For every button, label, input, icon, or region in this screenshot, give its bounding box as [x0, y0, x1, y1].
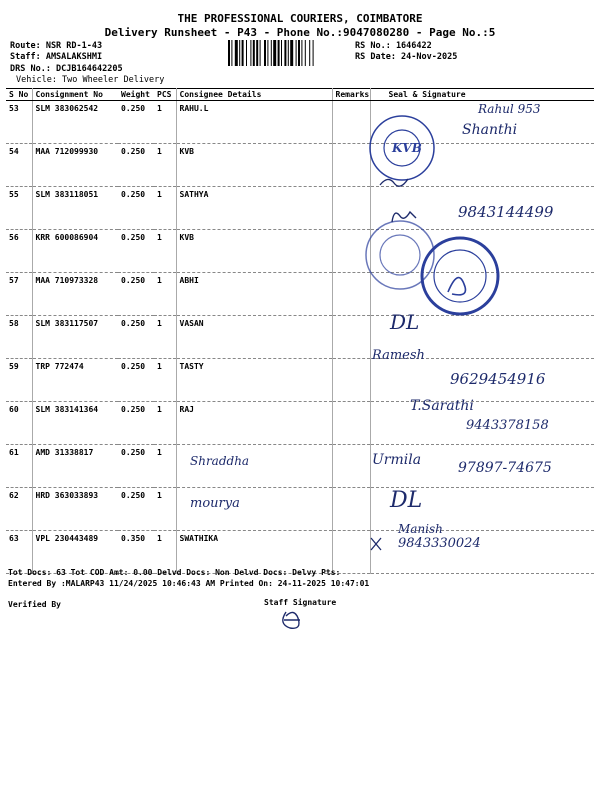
cell-remarks — [332, 273, 370, 316]
route: Route: NSR RD-1-43 — [10, 41, 103, 51]
cell-seal-signature — [370, 230, 594, 273]
cell-consignee: ABHI — [176, 273, 332, 316]
hw-60-b: 9443378158 — [466, 418, 549, 433]
table-row — [6, 230, 594, 273]
rs-number: RS No.: 1646422 — [355, 41, 432, 51]
cell-consignee: SWATHIKA — [176, 531, 332, 574]
cell-remarks — [332, 402, 370, 445]
cell-pcs: 1 — [154, 531, 176, 574]
cell-consignment: MAA 710973328 — [32, 273, 118, 316]
col-sno: S No — [6, 89, 32, 101]
cell-weight: 0.250 — [118, 359, 154, 402]
col-consignment: Consignment No — [32, 89, 118, 101]
entered-by-line: Entered By :MALARP43 11/24/2025 10:46:43 AM Printed On: 24-11-2025 10:47:01 — [8, 579, 370, 588]
cell-consignee: SATHYA — [176, 187, 332, 230]
staff: Staff: AMSALAKSHMI — [10, 52, 103, 62]
table-header — [6, 89, 594, 101]
hw-61-b: Urmila — [372, 452, 422, 468]
cell-pcs: 1 — [154, 144, 176, 187]
cell-sno: 56 — [6, 230, 32, 273]
hw-61-c: 97897-74675 — [458, 460, 552, 476]
rs-date: RS Date: 24-Nov-2025 — [355, 52, 458, 62]
hw-63-b: 9843330024 — [398, 536, 481, 551]
cell-consignment: SLM 383118051 — [32, 187, 118, 230]
hw-53-a: Rahul 953 — [478, 102, 541, 116]
cell-weight: 0.250 — [118, 445, 154, 488]
cell-consignment: AMD 31338817 — [32, 445, 118, 488]
drs-number: DRS No.: DCJB164642205 — [10, 64, 123, 74]
cell-pcs: 1 — [154, 101, 176, 144]
cell-remarks — [332, 445, 370, 488]
cell-pcs: 1 — [154, 187, 176, 230]
table-row — [6, 273, 594, 316]
col-remarks: Remarks — [332, 89, 370, 101]
cell-consignment: KRR 600086904 — [32, 230, 118, 273]
col-consignee: Consignee Details — [176, 89, 332, 101]
cell-sno: 63 — [6, 531, 32, 574]
hw-55: 9843144499 — [458, 203, 554, 221]
cell-sno: 54 — [6, 144, 32, 187]
hw-53-b: Shanthi — [462, 122, 518, 138]
verified-by: Verified By — [8, 600, 61, 609]
hw-62-b: DL — [390, 488, 423, 513]
cell-remarks — [332, 316, 370, 359]
totals-line: Tot Docs: 63 Tot COD Amt: 0.00 Delvd Docs: Non Delvd Docs: Delvy Pts: — [8, 568, 341, 577]
col-seal-signature: Seal & Signature — [370, 89, 594, 101]
cell-consignment: TRP 772474 — [32, 359, 118, 402]
cell-remarks — [332, 101, 370, 144]
cell-remarks — [332, 187, 370, 230]
cell-remarks — [332, 359, 370, 402]
stamp-text-kvb: KVB — [392, 141, 422, 155]
cell-consignment: HRD 363033893 — [32, 488, 118, 531]
hw-59-a: Ramesh — [372, 348, 425, 363]
cell-weight: 0.250 — [118, 273, 154, 316]
hw-61-a: Shraddha — [190, 454, 250, 468]
cell-consignee: RAHU.L — [176, 101, 332, 144]
cell-pcs: 1 — [154, 488, 176, 531]
cell-remarks — [332, 144, 370, 187]
cell-consignee: VASAN — [176, 316, 332, 359]
cell-weight: 0.250 — [118, 230, 154, 273]
cell-sno: 58 — [6, 316, 32, 359]
col-weight: Weight — [118, 89, 154, 101]
table-row — [6, 488, 594, 531]
cell-consignee: TASTY — [176, 359, 332, 402]
cell-consignee: KVB — [176, 144, 332, 187]
cell-pcs: 1 — [154, 273, 176, 316]
runsheet-subtitle: Delivery Runsheet - P43 - Phone No.:9047080280 - Page No.:5 — [104, 26, 496, 39]
cell-weight: 0.350 — [118, 531, 154, 574]
cell-pcs: 1 — [154, 445, 176, 488]
staff-signature-label: Staff Signature — [264, 598, 337, 607]
cell-remarks — [332, 488, 370, 531]
cell-sno: 59 — [6, 359, 32, 402]
vehicle: Vehicle: Two Wheeler Delivery — [16, 75, 165, 85]
cell-pcs: 1 — [154, 230, 176, 273]
cell-remarks — [332, 230, 370, 273]
cell-consignee: KVB — [176, 230, 332, 273]
cell-sno: 57 — [6, 273, 32, 316]
cell-sno: 55 — [6, 187, 32, 230]
cell-consignee: RAJ — [176, 402, 332, 445]
cell-pcs: 1 — [154, 402, 176, 445]
cell-weight: 0.250 — [118, 402, 154, 445]
company-title: THE PROFESSIONAL COURIERS, COIMBATORE — [177, 12, 423, 25]
cell-consignment: SLM 383141364 — [32, 402, 118, 445]
hw-60-a: T.Sarathi — [410, 398, 474, 414]
cell-weight: 0.250 — [118, 101, 154, 144]
cell-pcs: 1 — [154, 359, 176, 402]
hw-59-b: 9629454916 — [450, 370, 546, 388]
cell-consignment: SLM 383062542 — [32, 101, 118, 144]
cell-sno: 53 — [6, 101, 32, 144]
table-row — [6, 316, 594, 359]
col-pcs: PCS — [154, 89, 176, 101]
barcode — [228, 40, 352, 66]
hw-58: DL — [390, 310, 420, 334]
cell-consignment: VPL 230443489 — [32, 531, 118, 574]
cell-sno: 62 — [6, 488, 32, 531]
hw-62-a: mourya — [190, 496, 240, 511]
table-row — [6, 144, 594, 187]
cell-weight: 0.250 — [118, 316, 154, 359]
cell-weight: 0.250 — [118, 187, 154, 230]
cell-sno: 60 — [6, 402, 32, 445]
cell-sno: 61 — [6, 445, 32, 488]
delivery-table — [6, 88, 594, 574]
staff-signature-mark — [283, 612, 300, 628]
cell-weight: 0.250 — [118, 488, 154, 531]
cell-consignment: SLM 383117507 — [32, 316, 118, 359]
cell-consignment: MAA 712099930 — [32, 144, 118, 187]
hw-63-a: Manish — [398, 522, 443, 536]
cell-weight: 0.250 — [118, 144, 154, 187]
cell-pcs: 1 — [154, 316, 176, 359]
